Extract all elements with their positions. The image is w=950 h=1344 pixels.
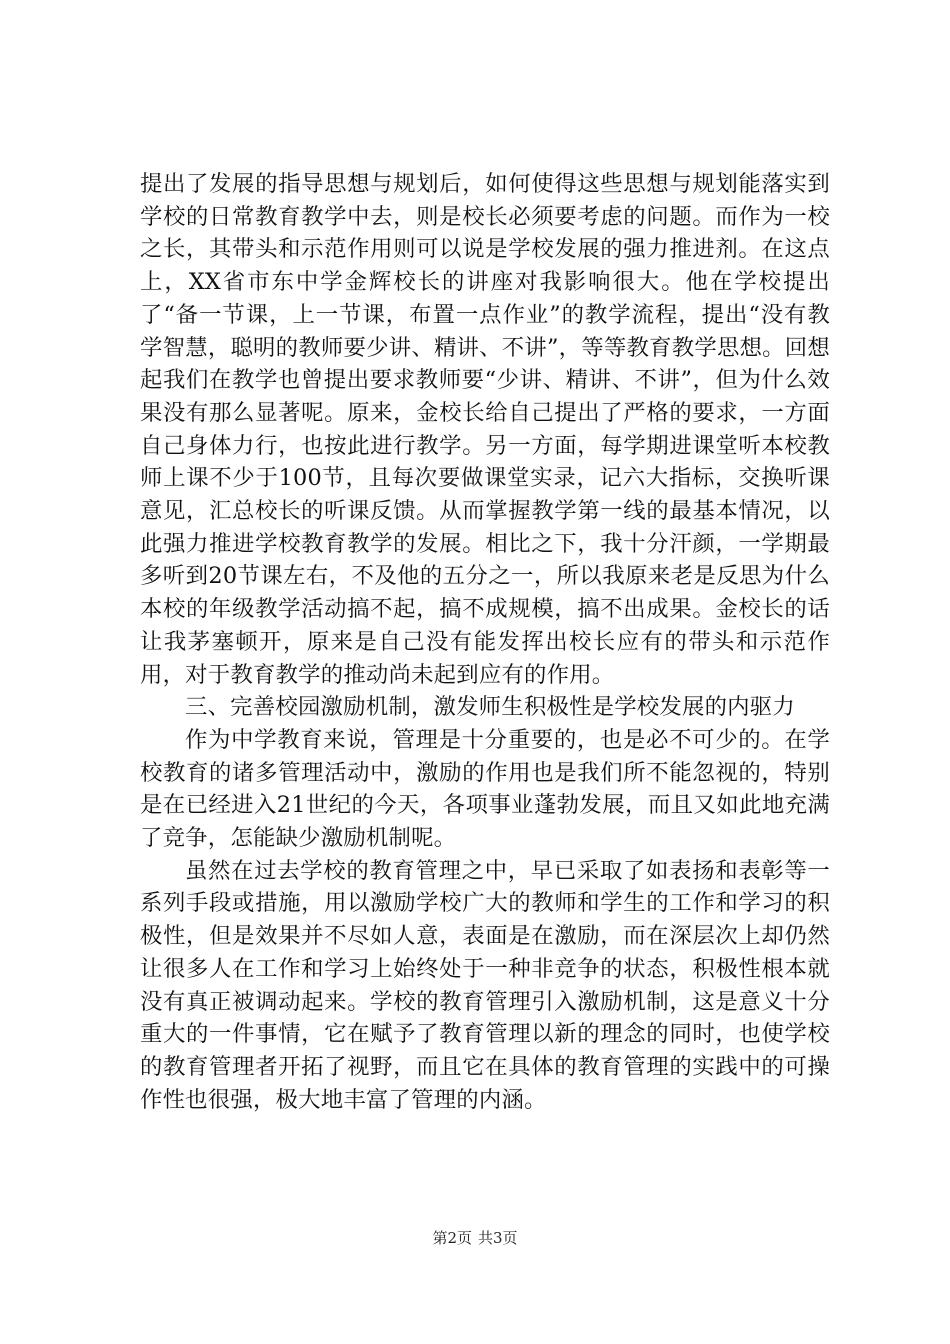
paragraph-management-importance: 作为中学教育来说，管理是十分重要的，也是必不可少的。在学校教育的诸多管理活动中，激励的作用也是我们所不能忽视的，特别是在已经进入21世纪的今天，各项事业蓬勃发展，而且又如此地充满了竞争，怎能缺少激励机制呢。 [140,726,830,852]
document-body [140,168,830,1116]
section-heading-incentive-mechanism: 三、完善校园激励机制，激发师生积极性是学校发展的内驱力 [185,694,795,721]
page-footer [0,1228,950,1248]
paragraph-school-leadership: 提出了发展的指导思想与规划后，如何使得这些思想与规划能落实到学校的日常教育教学中去，则是校长必须要考虑的问题。而作为一校之长，其带头和示范作用则可以说是学校发展的强力推进剂。在这点上，XX省市东中学金辉校长的讲座对我影响很大。他在学校提出了“备一节课，上一节课，布置一点作业”的教学流程，提出“没有教学智慧，聪明的教师要少讲、精讲、不讲”，等等教育教学思想。回想起我们在教学也曾提出要求教师要“少讲、精讲、不讲”，但为什么效果没有那么显著呢。原来，金校长给自己提出了严格的要求，一方面自己身体力行，也按此进行教学。另一方面，每学期进课堂听本校教师上课不少于100节，且每次要做课堂实录，记六大指标，交换听课意见，汇总校长的听课反馈。从而掌握教学第一线的最基本情况，以此强力推进学校教育教学的发展。相比之下，我十分汗颜，一学期最多听到20节课左右，不及他的五分之一，所以我原来老是反思为什么本校的年级教学活动搞不起，搞不成规模，搞不出成果。金校长的话让我茅塞顿开，原来是自己没有能发挥出校长应有的带头和示范作用，对于教育教学的推动尚未起到应有的作用。 [140,171,830,688]
page-number: 第2页 [432,1229,472,1247]
page-total: 共3页 [478,1229,518,1247]
paragraph-incentive-effects: 虽然在过去学校的教育管理之中，早已采取了如表扬和表彰等一系列手段或措施，用以激励学校广大的教师和学生的工作和学习的积极性，但是效果并不尽如人意，表面是在激励，而在深层次上却仍然让很多人在工作和学习上始终处于一种非竞争的状态，积极性根本就没有真正被调动起来。学校的教育管理引入激励机制，这是意义十分重大的一件事情，它在赋予了教育管理以新的理念的同时，也使学校的教育管理者开拓了视野，而且它在具体的教育管理的实践中的可操作性也很强，极大地丰富了管理的内涵。 [140,857,830,1113]
